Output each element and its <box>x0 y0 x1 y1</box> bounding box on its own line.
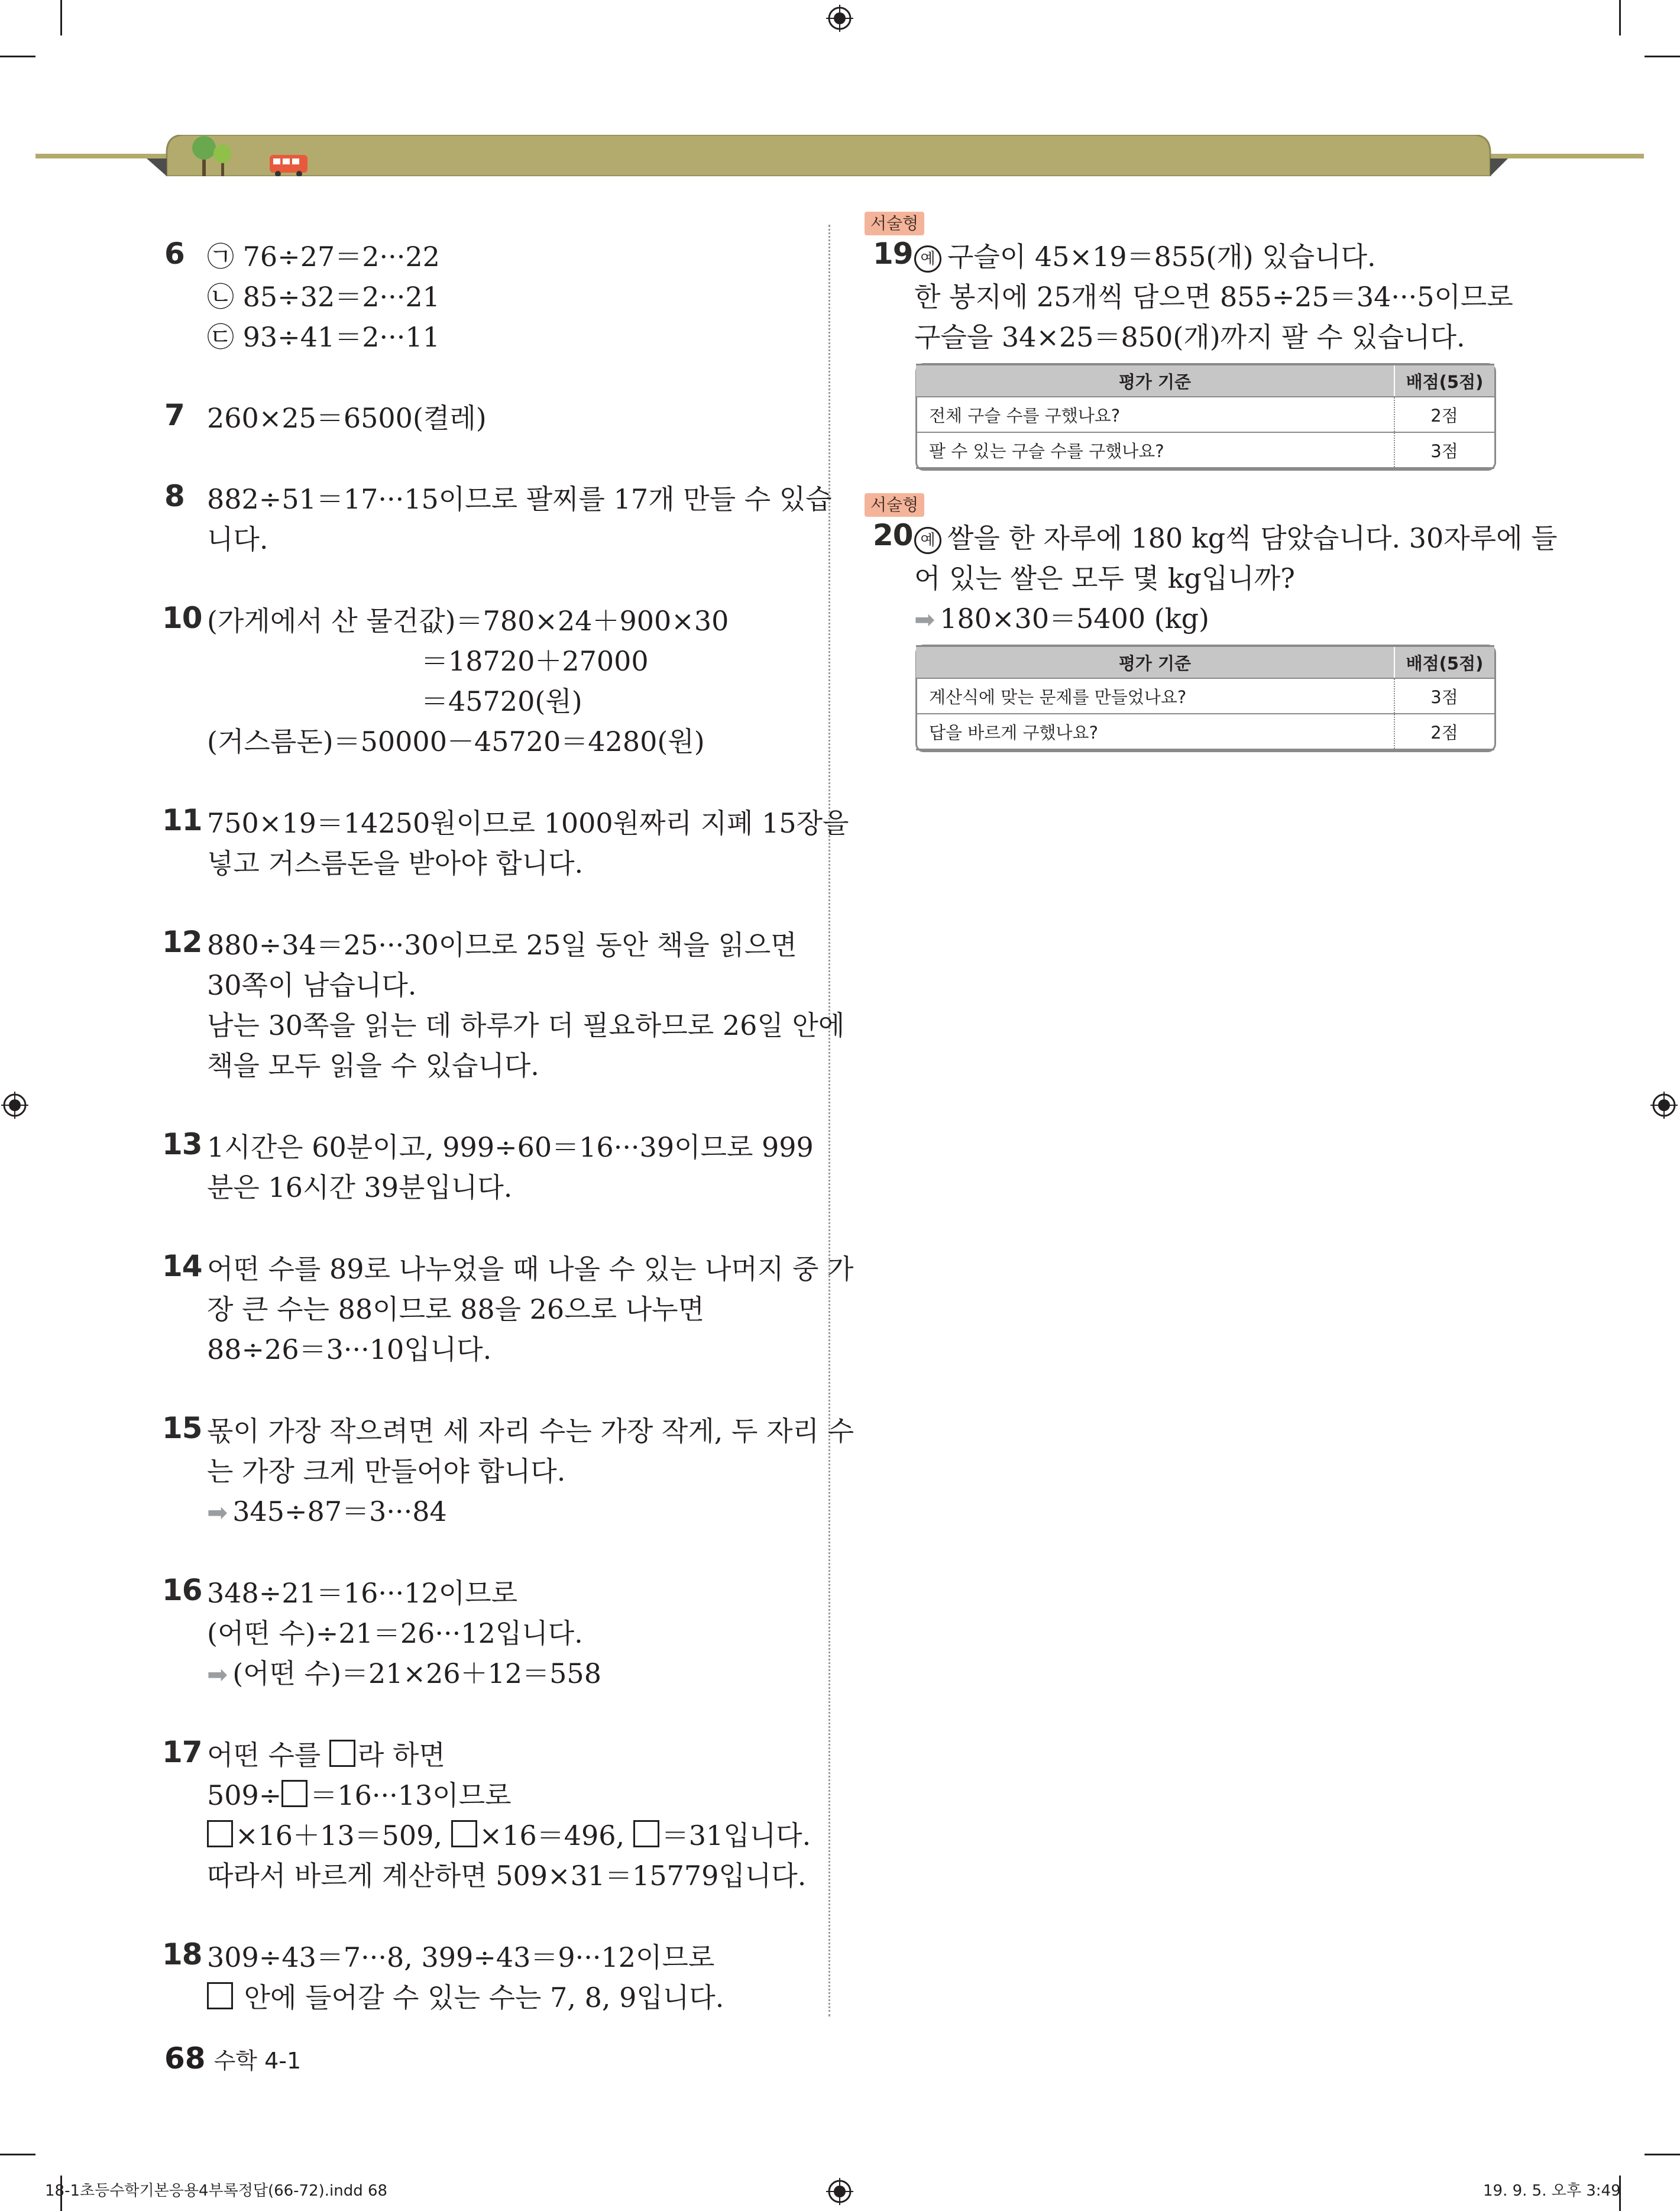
answer-line: (거스름돈)＝50000－45720＝4280(원) <box>207 726 705 757</box>
crop-mark <box>0 2154 35 2155</box>
registration-mark-icon <box>826 5 853 32</box>
answer-line: 넣고 거스름돈을 받아야 합니다. <box>207 847 584 879</box>
problem-number: 18 <box>162 1937 202 1972</box>
blank-box-icon <box>633 1820 659 1847</box>
answer-line: 어 있는 쌀은 모두 몇 kg입니까? <box>914 562 1295 594</box>
answer-line: ㉢ 93÷41＝2···11 <box>207 321 440 353</box>
criteria-header: 평가 기준 <box>916 365 1394 397</box>
problem-number: 11 <box>162 803 202 837</box>
crop-mark <box>1645 2154 1680 2155</box>
answer-line: 750×19＝14250원이므로 1000원짜리 지폐 15장을 <box>207 807 849 839</box>
answer-line: 따라서 바르게 계산하면 509×31＝15779입니다. <box>207 1860 807 1892</box>
answer-line: 880÷34＝25···30이므로 25일 동안 책을 읽으면 <box>207 929 797 961</box>
points-cell: 3점 <box>1394 678 1494 714</box>
answer-line: 니다. <box>207 523 268 555</box>
problem-number: 16 <box>162 1573 202 1607</box>
problem-number: 17 <box>162 1735 202 1769</box>
answer-line: 한 봉지에 25개씩 담으면 855÷25＝34···5이므로 <box>914 281 1513 313</box>
criteria-cell: 팔 수 있는 구슬 수를 구했나요? <box>916 432 1394 468</box>
scoring-table-19 <box>916 364 1494 469</box>
answer-line: 예 구슬이 45×19＝855(개) 있습니다. <box>914 237 1513 277</box>
book-title: 수학 4-1 <box>213 2048 302 2074</box>
registration-mark-icon <box>826 2178 853 2205</box>
print-slug-file: 18-1초등수학기본응용4부록정답(66-72).indd 68 <box>45 2182 388 2200</box>
blank-box-icon <box>207 1982 233 2009</box>
answer-line: 509÷ ＝16···13이므로 <box>207 1779 512 1811</box>
registration-mark-icon <box>1 1092 28 1119</box>
answer-line: ➡ 345÷87＝3···84 <box>207 1495 447 1527</box>
answer-line: 예 쌀을 한 자루에 180 kg씩 담았습니다. 30자루에 들 <box>914 518 1558 558</box>
answer-line: ➡ (어떤 수)＝21×26＋12＝558 <box>207 1658 601 1689</box>
answer-line: 260×25＝6500(켤레) <box>207 402 487 434</box>
answer-line: 1시간은 60분이고, 999÷60＝16···39이므로 999 <box>207 1131 814 1163</box>
answer-line: (어떤 수)÷21＝26···12입니다. <box>207 1617 583 1649</box>
answer-line: 882÷51＝17···15이므로 팔찌를 17개 만들 수 있습 <box>207 483 832 515</box>
answer-line: 몫이 가장 작으려면 세 자리 수는 가장 작게, 두 자리 수 <box>207 1415 854 1447</box>
problem-number: 8 <box>164 479 184 513</box>
blank-box-icon <box>451 1820 477 1847</box>
answer-line: 안에 들어갈 수 있는 수는 7, 8, 9입니다. <box>207 1977 724 2018</box>
circled-marker: ㉡ <box>207 281 234 313</box>
example-mark-icon: 예 <box>914 245 941 273</box>
problem-number: 13 <box>162 1127 202 1161</box>
problem-number: 6 <box>164 237 184 271</box>
crop-mark <box>0 56 35 57</box>
answer-line: 분은 16시간 39분입니다. <box>207 1171 513 1203</box>
example-mark-icon: 예 <box>914 527 941 554</box>
blank-box-icon <box>207 1820 233 1847</box>
blank-box-icon <box>281 1780 307 1807</box>
arrow-right-icon: ➡ <box>914 605 936 634</box>
answer-line: 348÷21＝16···12이므로 <box>207 1577 518 1609</box>
arrow-right-icon: ➡ <box>207 1660 228 1689</box>
problem-number: 15 <box>162 1411 202 1445</box>
answer-line: 남는 30쪽을 읽는 데 하루가 더 필요하므로 26일 안에 <box>207 1009 845 1041</box>
answer-line: ➡ 180×30＝5400 (kg) <box>914 603 1209 635</box>
answer-line: 책을 모두 읽을 수 있습니다. <box>207 1050 539 1082</box>
answer-line: ＝45720(원) <box>421 685 582 717</box>
print-slug-date: 19. 9. 5. 오후 3:49 <box>1483 2182 1621 2200</box>
problem-number: 7 <box>164 398 184 432</box>
criteria-cell: 전체 구슬 수를 구했나요? <box>916 397 1394 432</box>
circled-marker: ㉠ <box>207 241 234 273</box>
points-cell: 2점 <box>1394 397 1494 432</box>
criteria-cell: 계산식에 맞는 문제를 만들었나요? <box>916 678 1394 714</box>
answer-line: 309÷43＝7···8, 399÷43＝9···12이므로 <box>207 1941 715 1973</box>
answer-line: ＝18720＋27000 <box>421 645 649 677</box>
answer-line: 장 큰 수는 88이므로 88을 26으로 나누면 <box>207 1293 705 1325</box>
criteria-cell: 답을 바르게 구했나요? <box>916 714 1394 750</box>
header-band <box>35 135 1644 176</box>
crop-mark <box>60 0 62 35</box>
answer-line: ㉡ 85÷32＝2···21 <box>207 281 440 313</box>
answer-line: 어떤 수를 89로 나누었을 때 나올 수 있는 나머지 중 가 <box>207 1253 854 1285</box>
scoring-table-20 <box>916 645 1494 750</box>
answer-line: (가게에서 산 물건값)＝780×24＋900×30 <box>207 605 729 637</box>
page-footer <box>164 2041 301 2076</box>
problem-number: 19 <box>873 237 913 271</box>
problem-number: 10 <box>162 601 202 635</box>
problem-number: 20 <box>873 518 913 552</box>
problem-number: 14 <box>162 1249 202 1283</box>
points-header: 배점(5점) <box>1394 365 1494 397</box>
crop-mark <box>1619 0 1621 35</box>
answer-line: 30쪽이 남습니다. <box>207 969 417 1001</box>
circled-marker: ㉢ <box>207 321 234 353</box>
answer-line: 88÷26＝3···10입니다. <box>207 1333 492 1365</box>
registration-mark-icon <box>1650 1092 1678 1119</box>
answer-line: ㉠ 76÷27＝2···22 <box>207 241 440 273</box>
points-cell: 3점 <box>1394 432 1494 468</box>
criteria-header: 평가 기준 <box>916 646 1394 679</box>
arrow-right-icon: ➡ <box>207 1498 228 1527</box>
answer-line: 어떤 수를 라 하면 <box>207 1739 445 1771</box>
answer-line: ×16＋13＝509, ×16＝496, ＝31입니다. <box>207 1815 811 1856</box>
essay-type-badge: 서술형 <box>865 493 924 517</box>
crop-mark <box>1645 56 1680 57</box>
answer-line: 는 가장 크게 만들어야 합니다. <box>207 1455 566 1487</box>
page-number: 68 <box>164 2041 206 2076</box>
essay-type-badge: 서술형 <box>865 212 924 235</box>
points-cell: 2점 <box>1394 714 1494 750</box>
blank-box-icon <box>329 1740 355 1767</box>
problem-number: 12 <box>162 925 202 959</box>
points-header: 배점(5점) <box>1394 646 1494 679</box>
answer-line: 구슬을 34×25＝850(개)까지 팔 수 있습니다. <box>914 321 1465 353</box>
